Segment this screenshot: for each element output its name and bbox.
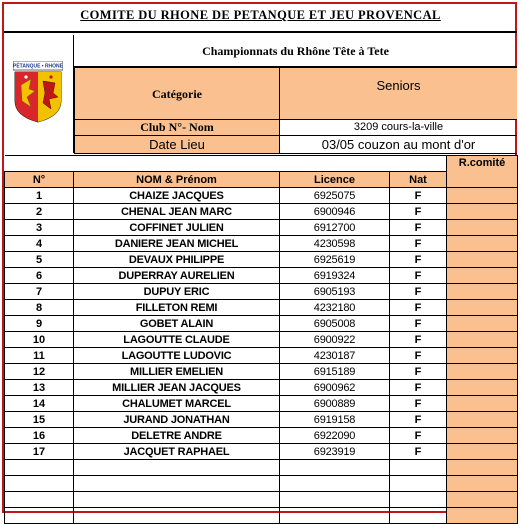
table-row	[5, 188, 518, 204]
cell-licence: 6925619	[280, 252, 390, 268]
page-title: COMITE DU RHONE DE PETANQUE ET JEU PROVENCAL	[80, 8, 441, 22]
cell-licence: 6919158	[280, 412, 390, 428]
table-row	[5, 380, 518, 396]
cell-name: LAGOUTTE CLAUDE	[74, 332, 280, 348]
table-row	[5, 284, 518, 300]
empty-cell	[74, 508, 280, 524]
cell-nat: F	[390, 268, 447, 284]
category-label: Catégorie	[74, 67, 280, 120]
cell-licence: 6922090	[280, 428, 390, 444]
table-row	[5, 236, 518, 252]
cell-nat: F	[390, 428, 447, 444]
cell-name: MILLIER JEAN JACQUES	[74, 380, 280, 396]
cell-rcomite	[447, 204, 518, 220]
cell-nat: F	[390, 220, 447, 236]
table-row	[5, 332, 518, 348]
table-row	[5, 204, 518, 220]
cell-num: 17	[5, 444, 74, 460]
logo-lettering: PÉTANQUE • RHONE	[13, 63, 63, 70]
cell-num: 8	[5, 300, 74, 316]
cell-nat: F	[390, 412, 447, 428]
title-divider	[4, 31, 517, 33]
cell-name: JURAND JONATHAN	[74, 412, 280, 428]
cell-num: 1	[5, 188, 74, 204]
cell-rcomite	[447, 284, 518, 300]
empty-cell	[280, 508, 390, 524]
cell-num: 13	[5, 380, 74, 396]
table-empty-row	[5, 492, 518, 508]
table-row	[5, 364, 518, 380]
empty-cell	[447, 476, 518, 492]
empty-cell	[5, 492, 74, 508]
date-label: Date Lieu	[74, 136, 280, 154]
cell-rcomite	[447, 268, 518, 284]
rhone-shield-logo	[13, 61, 63, 123]
cell-rcomite	[447, 364, 518, 380]
cell-licence: 4230598	[280, 236, 390, 252]
col-header-name: NOM & Prénom	[74, 172, 280, 188]
cell-nat: F	[390, 236, 447, 252]
cell-licence: 6900946	[280, 204, 390, 220]
empty-cell	[5, 508, 74, 524]
cell-licence: 6900889	[280, 396, 390, 412]
empty-cell	[447, 508, 518, 524]
empty-cell	[447, 492, 518, 508]
empty-cell	[280, 492, 390, 508]
table-empty-row	[5, 476, 518, 492]
cell-num: 12	[5, 364, 74, 380]
cell-nat: F	[390, 284, 447, 300]
cell-num: 4	[5, 236, 74, 252]
cell-licence: 4230187	[280, 348, 390, 364]
empty-cell	[280, 476, 390, 492]
empty-cell	[5, 476, 74, 492]
cell-name: LAGOUTTE LUDOVIC	[74, 348, 280, 364]
cell-rcomite	[447, 444, 518, 460]
cell-name: DEVAUX PHILIPPE	[74, 252, 280, 268]
cell-licence: 6900962	[280, 380, 390, 396]
cell-name: FILLETON REMI	[74, 300, 280, 316]
cell-licence: 6923919	[280, 444, 390, 460]
cell-num: 10	[5, 332, 74, 348]
cell-rcomite	[447, 380, 518, 396]
cell-nat: F	[390, 380, 447, 396]
empty-cell	[74, 492, 280, 508]
cell-num: 5	[5, 252, 74, 268]
table-empty-row	[5, 508, 518, 524]
club-value: 3209 cours-la-ville	[280, 120, 517, 136]
rcomite-header: R.comité	[447, 156, 518, 188]
empty-cell	[390, 508, 447, 524]
cell-name: CHALUMET MARCEL	[74, 396, 280, 412]
cell-licence: 6905008	[280, 316, 390, 332]
cell-rcomite	[447, 412, 518, 428]
cell-name: GOBET ALAIN	[74, 316, 280, 332]
cell-nat: F	[390, 332, 447, 348]
table-row	[5, 412, 518, 428]
empty-cell	[74, 460, 280, 476]
cell-name: MILLIER EMELIEN	[74, 364, 280, 380]
table-empty-row	[5, 460, 518, 476]
cell-num: 3	[5, 220, 74, 236]
cell-name: COFFINET JULIEN	[74, 220, 280, 236]
table-row	[5, 428, 518, 444]
cell-rcomite	[447, 300, 518, 316]
cell-nat: F	[390, 188, 447, 204]
cell-nat: F	[390, 364, 447, 380]
cell-num: 7	[5, 284, 74, 300]
cell-name: JACQUET RAPHAEL	[74, 444, 280, 460]
cell-rcomite	[447, 396, 518, 412]
cell-nat: F	[390, 252, 447, 268]
cell-licence: 6919324	[280, 268, 390, 284]
table-spacer-row	[5, 156, 518, 172]
table-row	[5, 316, 518, 332]
cell-nat: F	[390, 204, 447, 220]
club-label: Club N°- Nom	[74, 120, 280, 136]
cell-nat: F	[390, 316, 447, 332]
cell-licence: 4232180	[280, 300, 390, 316]
date-value: 03/05 couzon au mont d'or	[280, 136, 517, 154]
cell-nat: F	[390, 348, 447, 364]
table-row	[5, 396, 518, 412]
cell-licence: 6912700	[280, 220, 390, 236]
table-row	[5, 348, 518, 364]
cell-rcomite	[447, 220, 518, 236]
col-header-nat: Nat	[390, 172, 447, 188]
cell-num: 15	[5, 412, 74, 428]
cell-name: DUPUY ERIC	[74, 284, 280, 300]
cell-licence: 6915189	[280, 364, 390, 380]
cell-rcomite	[447, 348, 518, 364]
cell-nat: F	[390, 300, 447, 316]
empty-cell	[390, 460, 447, 476]
empty-cell	[447, 460, 518, 476]
cell-rcomite	[447, 188, 518, 204]
empty-cell	[280, 460, 390, 476]
cell-num: 9	[5, 316, 74, 332]
cell-rcomite	[447, 428, 518, 444]
category-value: Seniors	[280, 67, 517, 120]
cell-nat: F	[390, 444, 447, 460]
cell-rcomite	[447, 252, 518, 268]
table-row	[5, 252, 518, 268]
table-header-row	[5, 172, 518, 188]
empty-cell	[74, 476, 280, 492]
cell-rcomite	[447, 316, 518, 332]
cell-licence: 6905193	[280, 284, 390, 300]
table-row	[5, 268, 518, 284]
empty-cell	[390, 476, 447, 492]
cell-name: CHENAL JEAN MARC	[74, 204, 280, 220]
cell-licence: 6925075	[280, 188, 390, 204]
table-row	[5, 300, 518, 316]
cell-name: DANIERE JEAN MICHEL	[74, 236, 280, 252]
cell-licence: 6900922	[280, 332, 390, 348]
cell-num: 16	[5, 428, 74, 444]
cell-rcomite	[447, 332, 518, 348]
cell-nat: F	[390, 396, 447, 412]
logo-cell	[4, 35, 74, 153]
empty-cell	[5, 460, 74, 476]
cell-name: DUPERRAY AURELIEN	[74, 268, 280, 284]
empty-cell	[390, 492, 447, 508]
cell-num: 6	[5, 268, 74, 284]
cell-num: 2	[5, 204, 74, 220]
cell-rcomite	[447, 236, 518, 252]
cell-name: CHAIZE JACQUES	[74, 188, 280, 204]
col-header-licence: Licence	[280, 172, 390, 188]
player-table	[4, 155, 518, 524]
cell-num: 11	[5, 348, 74, 364]
cell-name: DELETRE ANDRE	[74, 428, 280, 444]
table-row	[5, 220, 518, 236]
table-row	[5, 444, 518, 460]
championship-title: Championnats du Rhône Tête à Tete	[74, 35, 517, 67]
col-header-num: N°	[5, 172, 74, 188]
cell-num: 14	[5, 396, 74, 412]
